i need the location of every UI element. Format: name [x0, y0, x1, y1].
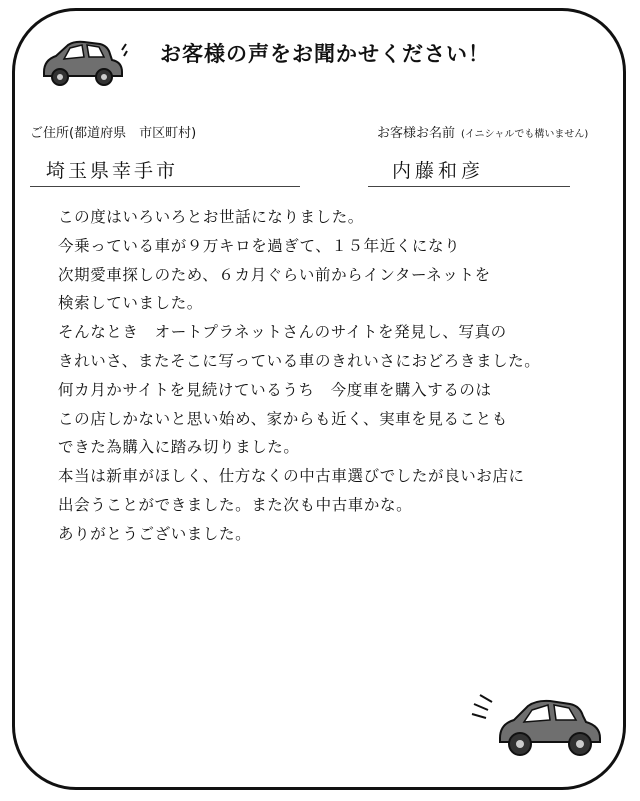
car-icon	[38, 40, 128, 88]
address-label: ご住所(都道府県 市区町村)	[30, 126, 197, 141]
name-label-text: お客様お名前	[377, 126, 456, 141]
name-label	[377, 122, 588, 141]
message-line: できた為購入に踏み切りました。	[58, 438, 300, 457]
message-line: ありがとうございました。	[58, 524, 252, 543]
message-line: 今乗っている車が９万キロを過ぎて、１５年近くになり	[58, 236, 461, 255]
car-icon	[470, 690, 610, 760]
message-line: この店しかないと思い始め、家からも近く、実車を見ることも	[58, 409, 508, 428]
name-value: 内藤和彦	[392, 160, 485, 182]
message-line: 何カ月かサイトを見続けているうち 今度車を購入するのは	[58, 380, 492, 399]
message-line: 本当は新車がほしく、仕方なくの中古車選びでしたが良いお店に	[58, 467, 525, 486]
message-line: この度はいろいろとお世話になりました。	[58, 208, 364, 226]
message-line: 次期愛車探しのため、６カ月ぐらい前からインターネットを	[58, 265, 491, 284]
message-line: 検索していました。	[58, 294, 203, 313]
name-label-note: (イニシャルでも構いません)	[461, 129, 589, 140]
name-underline	[368, 186, 570, 187]
message-line: 出会うことができました。また次も中古車かな。	[58, 495, 413, 514]
message-line: きれいさ、またそこに写っている車のきれいさにおどろきました。	[58, 351, 541, 370]
message-body	[58, 203, 618, 549]
address-underline	[30, 186, 300, 187]
message-line: そんなとき オートプラネットさんのサイトを発見し、写真の	[58, 323, 507, 342]
address-value: 埼玉県幸手市	[46, 160, 179, 182]
page-title: お客様の声をお聞かせください！	[160, 42, 490, 66]
